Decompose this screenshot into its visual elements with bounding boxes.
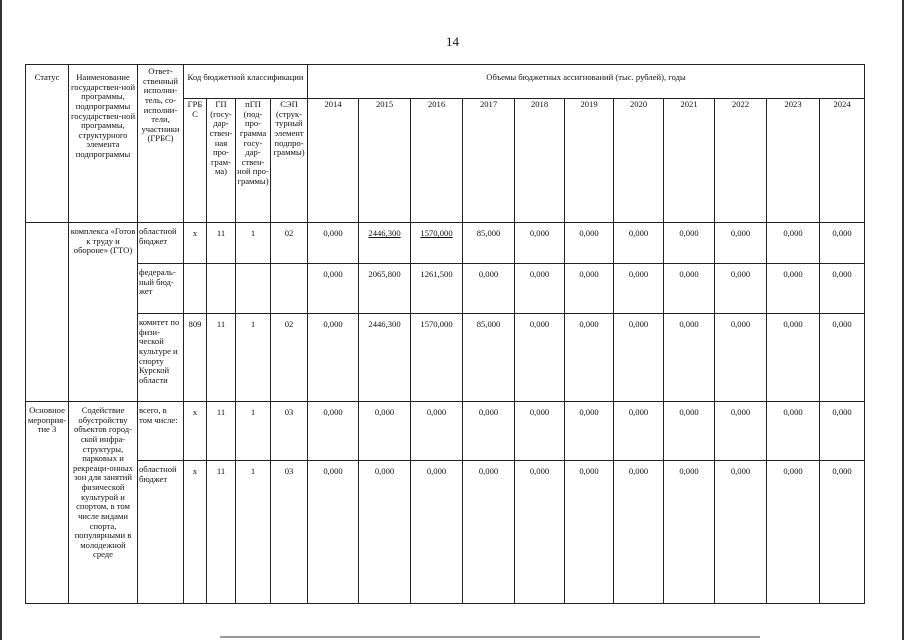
header-year: 2015 bbox=[359, 99, 411, 223]
table-row bbox=[26, 314, 865, 402]
cell-value: 0,000 bbox=[715, 314, 767, 402]
cell-value: 0,000 bbox=[565, 402, 614, 461]
cell-value: 0,000 bbox=[715, 461, 767, 604]
table-row bbox=[26, 223, 865, 264]
cell-sep bbox=[271, 264, 308, 314]
header-name: Наименование государствен-ной программы, подпрограммы государствен-ной программы, структурного элемента подпрограммы bbox=[69, 65, 138, 223]
header-grbs: ГРБ С bbox=[184, 99, 207, 223]
cell-value: 0,000 bbox=[359, 402, 411, 461]
right-scan-edge bbox=[902, 0, 904, 640]
row-status: Основное мероприя-тие 3 bbox=[26, 402, 69, 604]
cell-pgp: 1 bbox=[236, 314, 271, 402]
cell-value: 0,000 bbox=[308, 461, 359, 604]
cell-pgp: 1 bbox=[236, 402, 271, 461]
cell-value: 0,000 bbox=[515, 461, 565, 604]
cell-value: 0,000 bbox=[715, 223, 767, 264]
cell-value: 0,000 bbox=[515, 314, 565, 402]
header-year: 2024 bbox=[820, 99, 865, 223]
cell-value: 0,000 bbox=[411, 461, 463, 604]
cell-gp: 11 bbox=[207, 461, 236, 604]
cell-value: 0,000 bbox=[463, 461, 515, 604]
cell-value: 0,000 bbox=[515, 223, 565, 264]
cell-value: 0,000 bbox=[308, 264, 359, 314]
cell-value: 0,000 bbox=[767, 223, 820, 264]
header-budget-code: Код бюджетной классификации bbox=[184, 65, 308, 99]
row-executor: областной бюджет bbox=[138, 223, 184, 264]
cell-value: 0,000 bbox=[664, 461, 715, 604]
row-name: комплекса «Готов к труду и обороне» (ГТО) bbox=[69, 223, 138, 402]
cell-value: 0,000 bbox=[820, 264, 865, 314]
header-year: 2014 bbox=[308, 99, 359, 223]
cell-gp: 11 bbox=[207, 314, 236, 402]
cell-value: 0,000 bbox=[664, 264, 715, 314]
table-row bbox=[26, 402, 865, 461]
cell-value: 1570,000 bbox=[411, 223, 463, 264]
row-status bbox=[26, 223, 69, 402]
cell-value: 0,000 bbox=[614, 402, 664, 461]
header-year: 2020 bbox=[614, 99, 664, 223]
cell-value: 0,000 bbox=[767, 461, 820, 604]
cell-value: 2065,800 bbox=[359, 264, 411, 314]
cell-value: 1261,500 bbox=[411, 264, 463, 314]
cell-value: 0,000 bbox=[565, 461, 614, 604]
cell-value: 0,000 bbox=[715, 402, 767, 461]
cell-sep: 02 bbox=[271, 314, 308, 402]
cell-pgp: 1 bbox=[236, 461, 271, 604]
table-row bbox=[26, 461, 865, 604]
bottom-scan-artifact bbox=[220, 636, 760, 638]
cell-value: 0,000 bbox=[614, 461, 664, 604]
cell-value: 0,000 bbox=[767, 264, 820, 314]
header-row-1 bbox=[26, 65, 865, 99]
cell-value: 0,000 bbox=[767, 314, 820, 402]
header-sep: СЭП (струк-турный элемент подпро-граммы) bbox=[271, 99, 308, 223]
row-executor: областной бюджет bbox=[138, 461, 184, 604]
cell-value: 0,000 bbox=[715, 264, 767, 314]
header-volumes: Объемы бюджетных ассигнований (тыс. рублей), годы bbox=[308, 65, 865, 99]
cell-gp: 11 bbox=[207, 402, 236, 461]
cell-value: 85,000 bbox=[463, 223, 515, 264]
left-scan-edge bbox=[0, 0, 2, 640]
cell-value: 0,000 bbox=[614, 223, 664, 264]
cell-value: 0,000 bbox=[411, 402, 463, 461]
cell-value: 0,000 bbox=[614, 264, 664, 314]
cell-pgp bbox=[236, 264, 271, 314]
cell-value: 0,000 bbox=[767, 402, 820, 461]
header-year: 2019 bbox=[565, 99, 614, 223]
header-executor: Ответ-ственный исполни-тель, со-исполни-тели, участники (ГРБС) bbox=[138, 65, 184, 223]
cell-gp bbox=[207, 264, 236, 314]
header-gp: ГП (госу-дар-ствен-ная про-грам-ма) bbox=[207, 99, 236, 223]
cell-value: 85,000 bbox=[463, 314, 515, 402]
cell-value: 0,000 bbox=[820, 223, 865, 264]
cell-sep: 03 bbox=[271, 402, 308, 461]
row-name: Содействие обустройству объектов город-ской инфра-структуры, парковых и рекреаци-онных зон для занятий физической культурой и спортом, в том числе видами спорта, популярными в молодежной среде bbox=[69, 402, 138, 604]
header-status: Статус bbox=[26, 65, 69, 223]
cell-sep: 03 bbox=[271, 461, 308, 604]
cell-value: 0,000 bbox=[565, 264, 614, 314]
cell-value: 0,000 bbox=[308, 223, 359, 264]
cell-value: 0,000 bbox=[515, 264, 565, 314]
cell-value: 0,000 bbox=[515, 402, 565, 461]
cell-gp: 11 bbox=[207, 223, 236, 264]
header-year: 2023 bbox=[767, 99, 820, 223]
table-row bbox=[26, 264, 865, 314]
cell-grbs: 809 bbox=[184, 314, 207, 402]
cell-sep: 02 bbox=[271, 223, 308, 264]
cell-value: 0,000 bbox=[565, 314, 614, 402]
cell-value: 0,000 bbox=[664, 314, 715, 402]
cell-value: 0,000 bbox=[463, 264, 515, 314]
cell-value: 2446,300 bbox=[359, 314, 411, 402]
cell-grbs: x bbox=[184, 223, 207, 264]
row-executor: комитет по физи-ческой культуре и спорту Курской области bbox=[138, 314, 184, 402]
cell-grbs: x bbox=[184, 402, 207, 461]
cell-value: 0,000 bbox=[308, 402, 359, 461]
row-executor: федераль-ный бюд-жет bbox=[138, 264, 184, 314]
page-number: 14 bbox=[446, 34, 459, 49]
header-pgp: пГП (под-про-грамма госу-дар-ствен-ной про-граммы) bbox=[236, 99, 271, 223]
header-year: 2018 bbox=[515, 99, 565, 223]
row-executor: всего, в том числе: bbox=[138, 402, 184, 461]
cell-value: 0,000 bbox=[664, 223, 715, 264]
header-year: 2022 bbox=[715, 99, 767, 223]
cell-value: 0,000 bbox=[820, 461, 865, 604]
cell-value: 0,000 bbox=[308, 314, 359, 402]
cell-grbs: x bbox=[184, 461, 207, 604]
cell-value: 1570,000 bbox=[411, 314, 463, 402]
cell-value: 0,000 bbox=[664, 402, 715, 461]
cell-value: 0,000 bbox=[463, 402, 515, 461]
header-year: 2021 bbox=[664, 99, 715, 223]
cell-value: 0,000 bbox=[614, 314, 664, 402]
header-year: 2017 bbox=[463, 99, 515, 223]
cell-value: 0,000 bbox=[820, 314, 865, 402]
cell-value: 0,000 bbox=[565, 223, 614, 264]
cell-value: 0,000 bbox=[820, 402, 865, 461]
cell-grbs bbox=[184, 264, 207, 314]
cell-pgp: 1 bbox=[236, 223, 271, 264]
cell-value: 0,000 bbox=[359, 461, 411, 604]
budget-table bbox=[25, 64, 865, 604]
cell-value: 2446,300 bbox=[359, 223, 411, 264]
header-year: 2016 bbox=[411, 99, 463, 223]
